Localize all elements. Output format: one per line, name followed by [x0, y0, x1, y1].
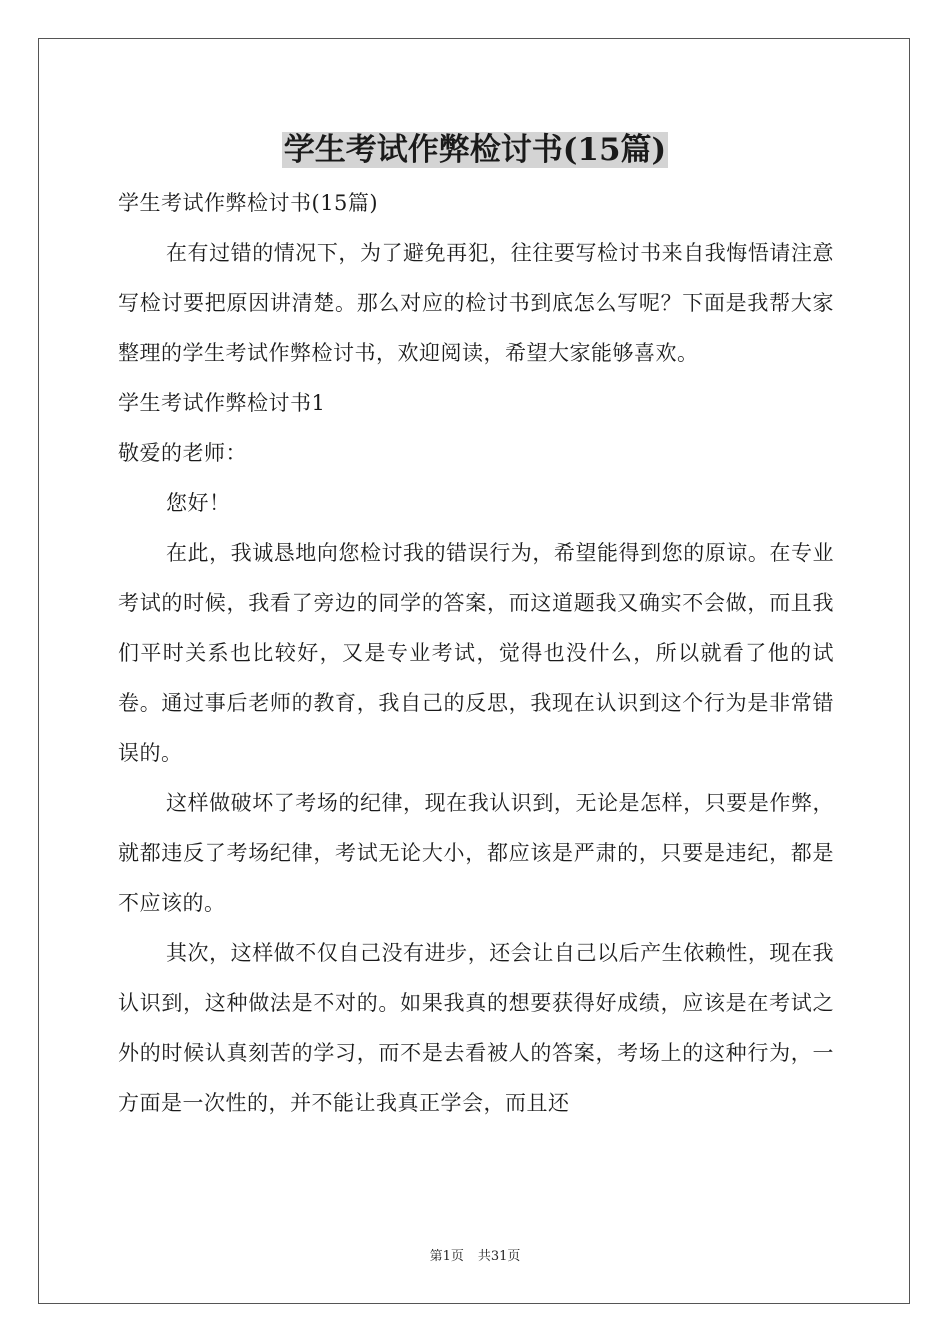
paragraph-subtitle: 学生考试作弊检讨书(15篇): [118, 191, 379, 215]
document-title-text: 学生考试作弊检讨书(15篇): [283, 132, 667, 168]
paragraph-body: 这样做破坏了考场的纪律，现在我认识到，无论是怎样，只要是作弊，就都违反了考场纪律，考试无论大小，都应该是严肃的，只要是违纪，都是不应该的。: [118, 791, 834, 915]
paragraph-body: 在此，我诚恳地向您检讨我的错误行为，希望能得到您的原谅。在专业考试的时候，我看了旁边的同学的答案，而这道题我又确实不会做，而且我们平时关系也比较好，又是专业考试，觉得也没什么，所以就看了他的试卷。通过事后老师的教育，我自己的反思，我现在认识到这个行为是非常错误的。: [118, 541, 834, 765]
paragraph-intro: 在有过错的情况下，为了避免再犯，往往要写检讨书来自我悔悟请注意写检讨要把原因讲清楚。那么对应的检讨书到底怎么写呢？下面是我帮大家整理的学生考试作弊检讨书，欢迎阅读，希望大家能够喜欢。: [118, 241, 834, 365]
page-footer: [0, 1248, 950, 1266]
paragraph-salutation: 敬爱的老师：: [118, 441, 247, 465]
paragraph-section-heading: 学生考试作弊检讨书1: [118, 391, 326, 415]
page-number: 第1页: [429, 1249, 464, 1264]
document-body: [118, 178, 834, 1128]
page-total: 共31页: [477, 1249, 521, 1264]
paragraph-body: 其次，这样做不仅自己没有进步，还会让自己以后产生依赖性，现在我认识到，这种做法是不对的。如果我真的想要获得好成绩，应该是在考试之外的时候认真刻苦的学习，而不是去看被人的答案，考场上的这种行为，一方面是一次性的，并不能让我真正学会，而且还: [118, 941, 834, 1115]
document-title: [0, 128, 950, 172]
paragraph-greeting: 您好！: [166, 491, 231, 515]
